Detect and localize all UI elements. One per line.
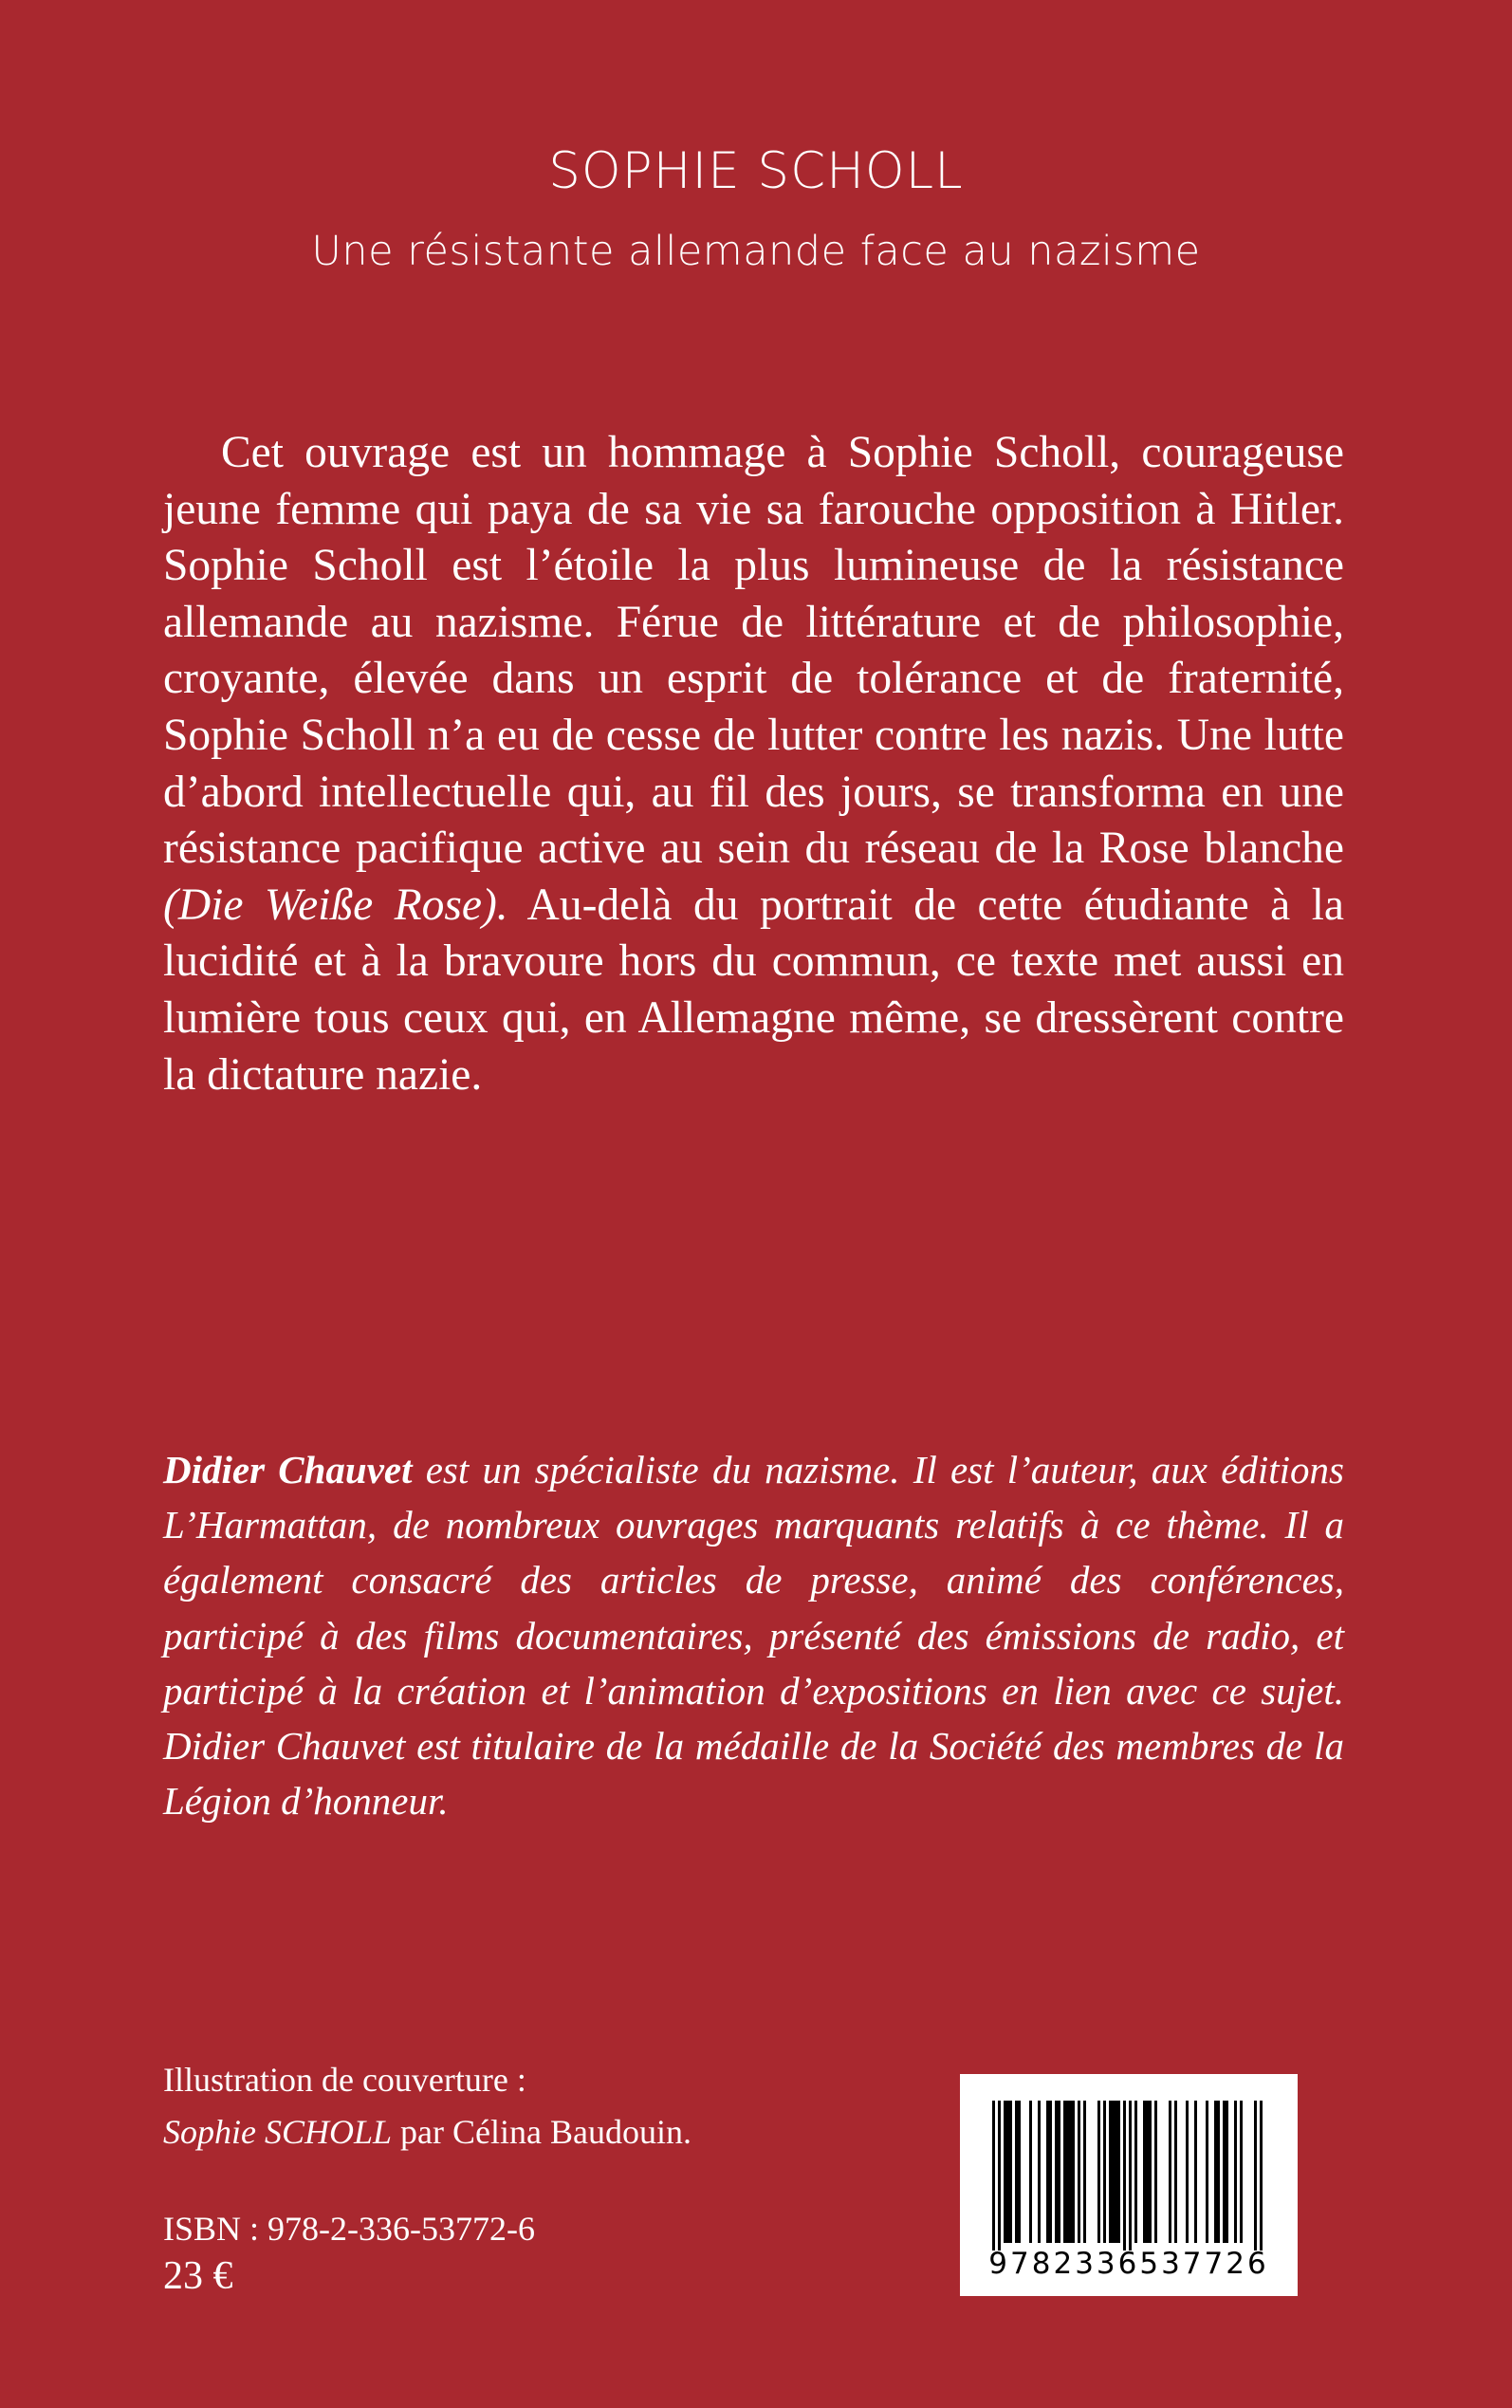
blurb-text-start: Cet ouvrage est un hommage à Sophie Scholl, courageuse jeune femme qui paya de sa vie sa farouche opposition à Hitler. Sophie Scholl est l’étoile la plus lumineuse de la résistance allemande au nazisme. Férue de littérature et de philosophie, croyante, élevée dans un esprit de tolérance et de fraternité, Sophie Scholl n’a eu de cesse de lutter contre les nazis. Une lutte d’abord intellectuelle qui, au fil des jours, se transforma en une résistance pacifique active au sein du réseau de la Rose blanche xyxy=(163,428,1344,874)
barcode-bar xyxy=(1066,2101,1069,2243)
barcode-bar xyxy=(1194,2101,1197,2243)
barcode-bar xyxy=(1072,2101,1075,2243)
barcode-bar xyxy=(1129,2101,1132,2251)
barcode-bar xyxy=(1006,2101,1009,2243)
price: 23 € xyxy=(163,2254,233,2298)
barcode-bar xyxy=(1078,2101,1080,2243)
barcode-bar xyxy=(1115,2101,1117,2243)
barcode-bar xyxy=(1055,2101,1058,2243)
credits-label: Illustration de couverture : xyxy=(163,2061,526,2099)
barcode-bar xyxy=(1206,2101,1208,2243)
barcode-bar xyxy=(1117,2101,1120,2243)
isbn: ISBN : 978-2-336-53772-6 xyxy=(163,2210,535,2248)
barcode-bar xyxy=(1143,2101,1146,2243)
barcode-bar xyxy=(1234,2101,1237,2243)
barcode-bar xyxy=(1069,2101,1072,2243)
barcode-bar xyxy=(1097,2101,1100,2243)
blurb-text-end: Au-delà du portrait de cette étudiante à la lucidité et à la bravoure hors du commun, ce texte met aussi en lumière tous ceux qui, en Allemagne même, se dressèrent contre la dictature nazie. xyxy=(163,880,1344,1100)
barcode-bar xyxy=(1123,2101,1126,2251)
book-blurb xyxy=(163,425,1344,1103)
credits-work: Sophie SCHOLL xyxy=(163,2113,393,2151)
barcode-bar xyxy=(1260,2101,1263,2251)
barcode-bar xyxy=(1226,2101,1228,2243)
author-bio-text: est un spécialiste du nazisme. Il est l’auteur, aux éditions L’Harmattan, de nombreux ouvrages marquants relatifs à ce thème. Il a également consacré des articles de presse, animé des conférences, participé à des films documentaires, présenté des émissions de radio, et participé à la création et l’animation d’expositions en lien avec ce sujet. Didier Chauvet est titulaire de la médaille de la Société des membres de la Légion d’honneur. xyxy=(163,1448,1344,1824)
back-cover-title: SOPHIE SCHOLL xyxy=(548,142,964,200)
barcode-bar xyxy=(1169,2101,1171,2243)
barcode-bar xyxy=(1254,2101,1257,2251)
barcode-bar xyxy=(1134,2101,1137,2243)
barcode-bar xyxy=(1049,2101,1052,2243)
barcode-bar xyxy=(992,2101,995,2251)
barcode-bar xyxy=(1009,2101,1012,2243)
barcode-bar xyxy=(1063,2101,1066,2243)
barcode-bar xyxy=(1146,2101,1149,2243)
barcode-bar xyxy=(1004,2101,1006,2243)
barcode-bar xyxy=(1214,2101,1217,2243)
barcode-bar xyxy=(1046,2101,1049,2243)
barcode-bar xyxy=(1240,2101,1243,2243)
barcode-bar xyxy=(1223,2101,1226,2243)
author-bio xyxy=(163,1442,1344,1828)
barcode-bar xyxy=(1217,2101,1220,2243)
blurb-italic-title: (Die Weiße Rose). xyxy=(163,880,508,930)
barcode-bar xyxy=(1112,2101,1115,2243)
barcode-bar xyxy=(1083,2101,1086,2243)
barcode-bar xyxy=(1174,2101,1177,2243)
barcode-digits: 9782336537726 xyxy=(988,2247,1269,2281)
back-cover-subtitle: Une résistante allemande face au nazisme xyxy=(311,228,1201,275)
barcode-bar xyxy=(1029,2101,1032,2243)
barcode xyxy=(960,2074,1298,2296)
barcode-bar xyxy=(1018,2101,1021,2243)
barcode-bar xyxy=(1109,2101,1112,2243)
credits-artist: par Célina Baudouin. xyxy=(392,2113,691,2151)
cover-credits xyxy=(163,2054,691,2158)
barcode-bar xyxy=(1038,2101,1041,2243)
barcode-bar xyxy=(1103,2101,1106,2243)
credits-line xyxy=(163,2106,691,2158)
barcode-bar xyxy=(1015,2101,1018,2243)
barcode-bar xyxy=(1058,2101,1060,2243)
barcode-bar xyxy=(1149,2101,1152,2243)
author-name: Didier Chauvet xyxy=(163,1448,413,1491)
barcode-bar xyxy=(998,2101,1001,2251)
barcode-bar xyxy=(1154,2101,1157,2243)
barcode-bar xyxy=(1186,2101,1189,2243)
